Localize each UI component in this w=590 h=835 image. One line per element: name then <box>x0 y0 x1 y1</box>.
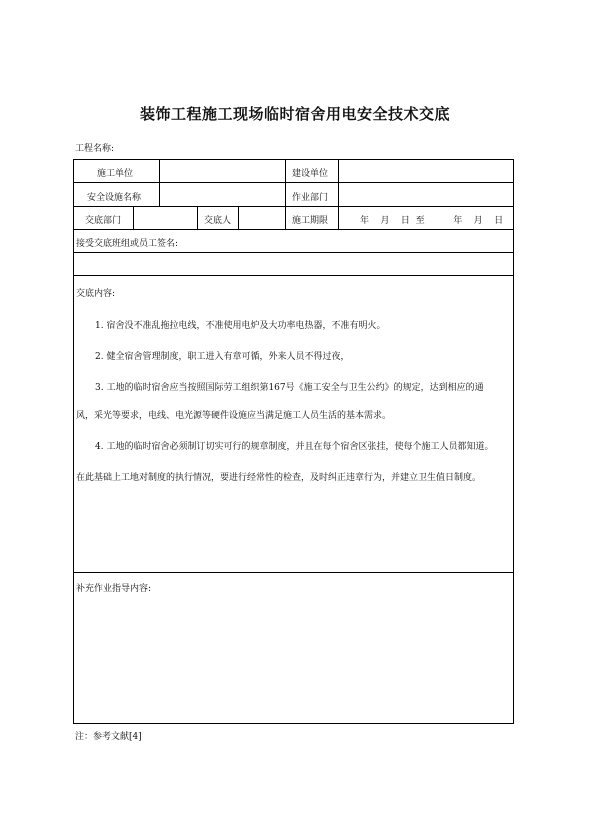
col-divider <box>338 206 339 229</box>
content-item-5: 在此基础上工地对制度的执行情况，要进行经常性的检查，及时纠正违章行为，并建立卫生值日制度。 <box>76 473 482 483</box>
row-divider <box>74 252 513 253</box>
col-divider <box>338 160 339 206</box>
work-dept-label: 作业部门 <box>292 193 329 203</box>
row-divider <box>74 275 513 276</box>
period-value: 年 月 日 至 年 月 日 <box>360 216 504 226</box>
content-item-3: 3. 工地的临时宿舍应当按照国际劳工组织第167号《施工安全与卫生公约》的规定，达到相应的通 <box>95 383 484 393</box>
content-item-2: 2. 健全宿舍管理制度，职工进入有章可循，外来人员不得过夜， <box>95 352 350 362</box>
content-item-4: 4. 工地的临时宿舍必须制订切实可行的规章制度，并且在每个宿舍区张挂，使每个施工人员都知道。 <box>95 442 494 452</box>
project-name-label: 工程名称: <box>75 144 115 154</box>
handover-dept-label: 交底部门 <box>85 216 122 226</box>
col-divider <box>285 160 286 206</box>
document-title: 装饰工程施工现场临时宿舍用电安全技术交底 <box>139 105 450 123</box>
construction-unit-label: 施工单位 <box>97 169 134 179</box>
handover-form <box>73 159 514 724</box>
row-divider <box>74 182 513 183</box>
col-divider <box>285 206 286 229</box>
footnote: 注：参考文献[4] <box>75 732 142 742</box>
row-divider <box>74 206 513 207</box>
period-label: 施工期限 <box>292 216 329 226</box>
row-divider <box>74 572 513 573</box>
handover-person-label: 交底人 <box>204 216 232 226</box>
supplement-label: 补充作业指导内容: <box>76 584 152 594</box>
safety-facility-name-label: 安全设施名称 <box>87 193 142 203</box>
builder-unit-label: 建设单位 <box>292 169 329 179</box>
col-divider <box>197 206 198 229</box>
signature-label: 接受交底班组或员工签名: <box>76 239 179 249</box>
row-divider <box>74 229 513 230</box>
content-item-1: 1. 宿舍没不准乱拖拉电线，不准使用电炉及大功率电热器，不准有明火。 <box>95 321 386 331</box>
content-item-3-cont: 风，采光等要求，电线、电光源等硬件设施应当满足施工人员生活的基本需求。 <box>76 411 392 421</box>
col-divider <box>159 160 160 206</box>
content-label: 交底内容: <box>76 289 116 299</box>
col-divider <box>238 206 239 229</box>
col-divider <box>133 206 134 229</box>
